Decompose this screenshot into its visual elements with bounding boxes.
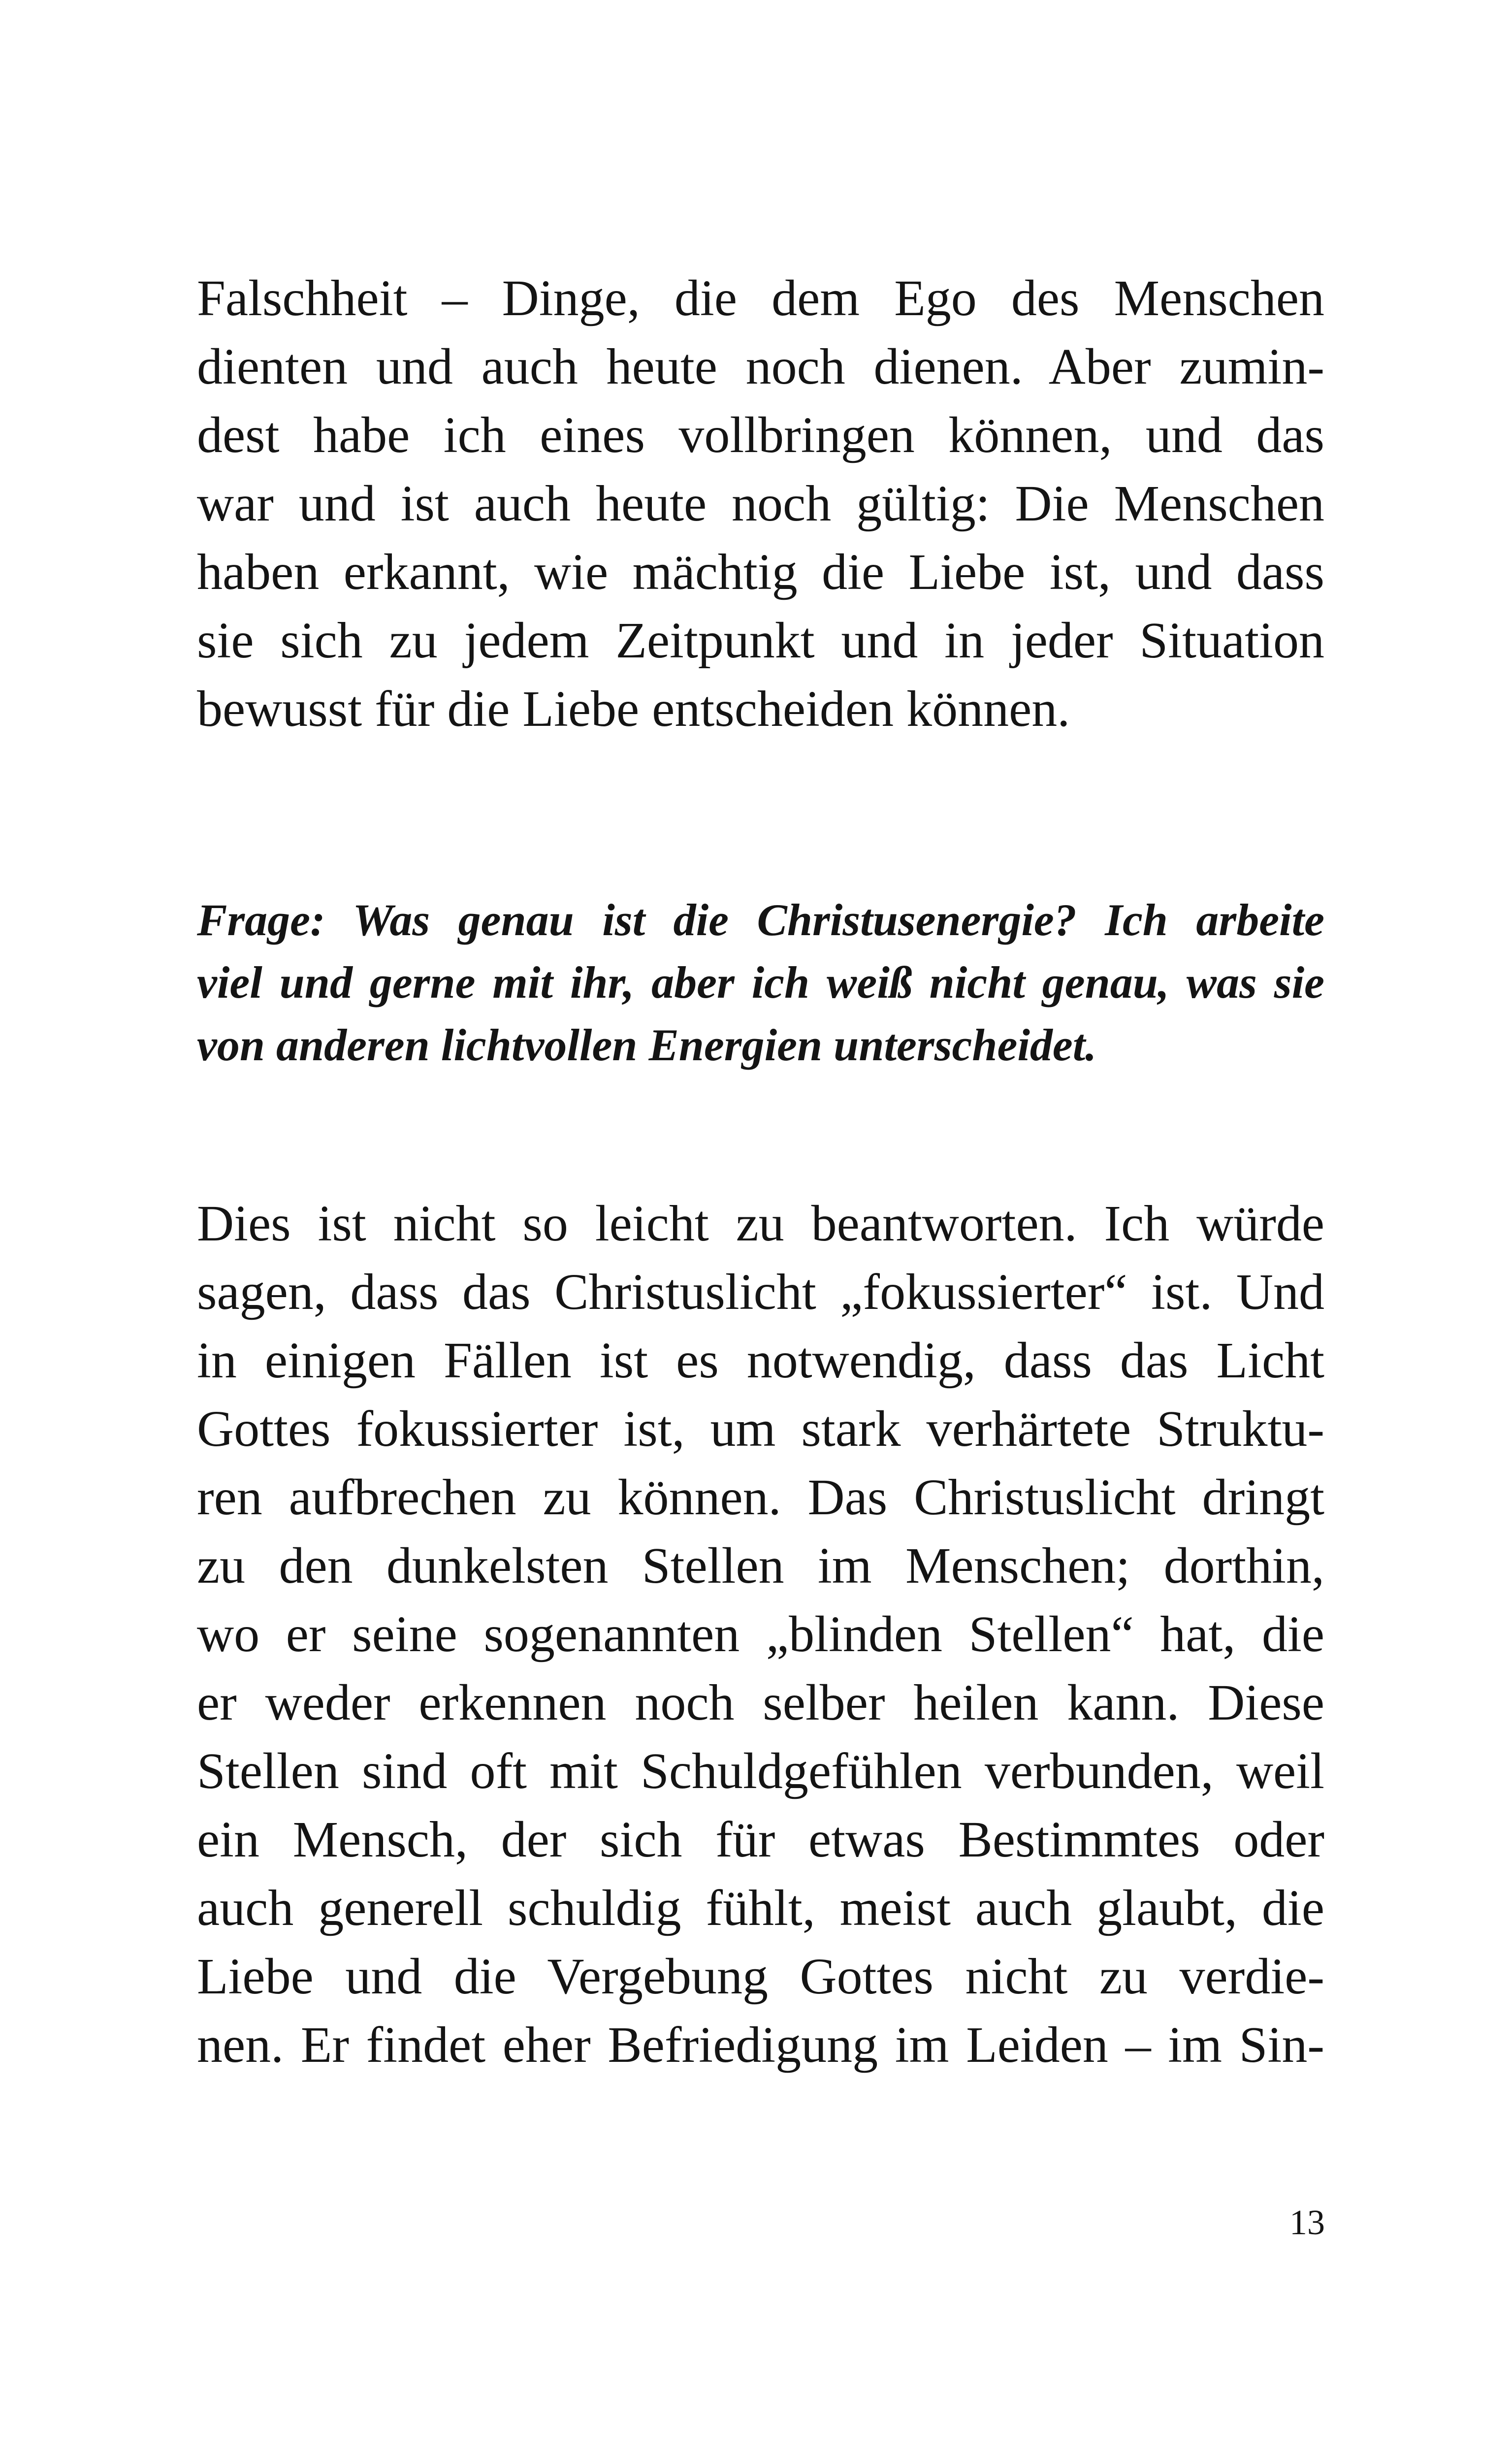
text-line: Stellen sind oft mit Schuldgefühlen verbunden, weil xyxy=(197,1743,1324,1799)
text-line: bewusst für die Liebe entscheiden können. xyxy=(197,681,1070,737)
text-line: Gottes fokussierter ist, um stark verhärtete Struktu- xyxy=(197,1401,1324,1457)
text-line: sagen, dass das Christuslicht „fokussierter“ ist. Und xyxy=(197,1264,1324,1320)
page-number: 13 xyxy=(1289,2203,1325,2242)
question-line: viel und gerne mit ihr, aber ich weiß nicht genau, was sie xyxy=(197,957,1324,1008)
text-line: Liebe und die Vergebung Gottes nicht zu verdie- xyxy=(197,1948,1324,2005)
text-line: zu den dunkelsten Stellen im Menschen; dorthin, xyxy=(197,1537,1324,1594)
body-paragraph xyxy=(197,264,1324,743)
text-line: wo er seine sogenannten „blinden Stellen“ hat, die xyxy=(197,1606,1324,1662)
text-line: nen. Er findet eher Befriedigung im Leiden – im Sin- xyxy=(197,2017,1324,2073)
text-line: haben erkannt, wie mächtig die Liebe ist, und dass xyxy=(197,544,1324,600)
text-line: in einigen Fällen ist es notwendig, dass das Licht xyxy=(197,1332,1324,1389)
text-line: auch generell schuldig fühlt, meist auch glaubt, die xyxy=(197,1880,1324,1936)
text-line: war und ist auch heute noch gültig: Die Menschen xyxy=(197,475,1324,532)
text-line: er weder erkennen noch selber heilen kann. Diese xyxy=(197,1674,1324,1731)
text-line: ren aufbrechen zu können. Das Christuslicht dringt xyxy=(197,1469,1324,1526)
text-line: Dies ist nicht so leicht zu beantworten. Ich würde xyxy=(197,1195,1324,1252)
text-line: Falschheit – Dinge, die dem Ego des Menschen xyxy=(197,270,1324,326)
text-line: sie sich zu jedem Zeitpunkt und in jeder Situation xyxy=(197,612,1324,669)
text-line: ein Mensch, der sich für etwas Bestimmtes oder xyxy=(197,1811,1324,1868)
question-paragraph xyxy=(197,889,1324,1076)
body-paragraph xyxy=(197,1189,1324,2079)
question-line: von anderen lichtvollen Energien unterscheidet. xyxy=(197,1020,1097,1070)
text-line: dienten und auch heute noch dienen. Aber zumin- xyxy=(197,338,1324,395)
question-line: Frage: Was genau ist die Christusenergie? Ich arbeite xyxy=(197,895,1324,945)
text-line: dest habe ich eines vollbringen können, und das xyxy=(197,407,1324,463)
